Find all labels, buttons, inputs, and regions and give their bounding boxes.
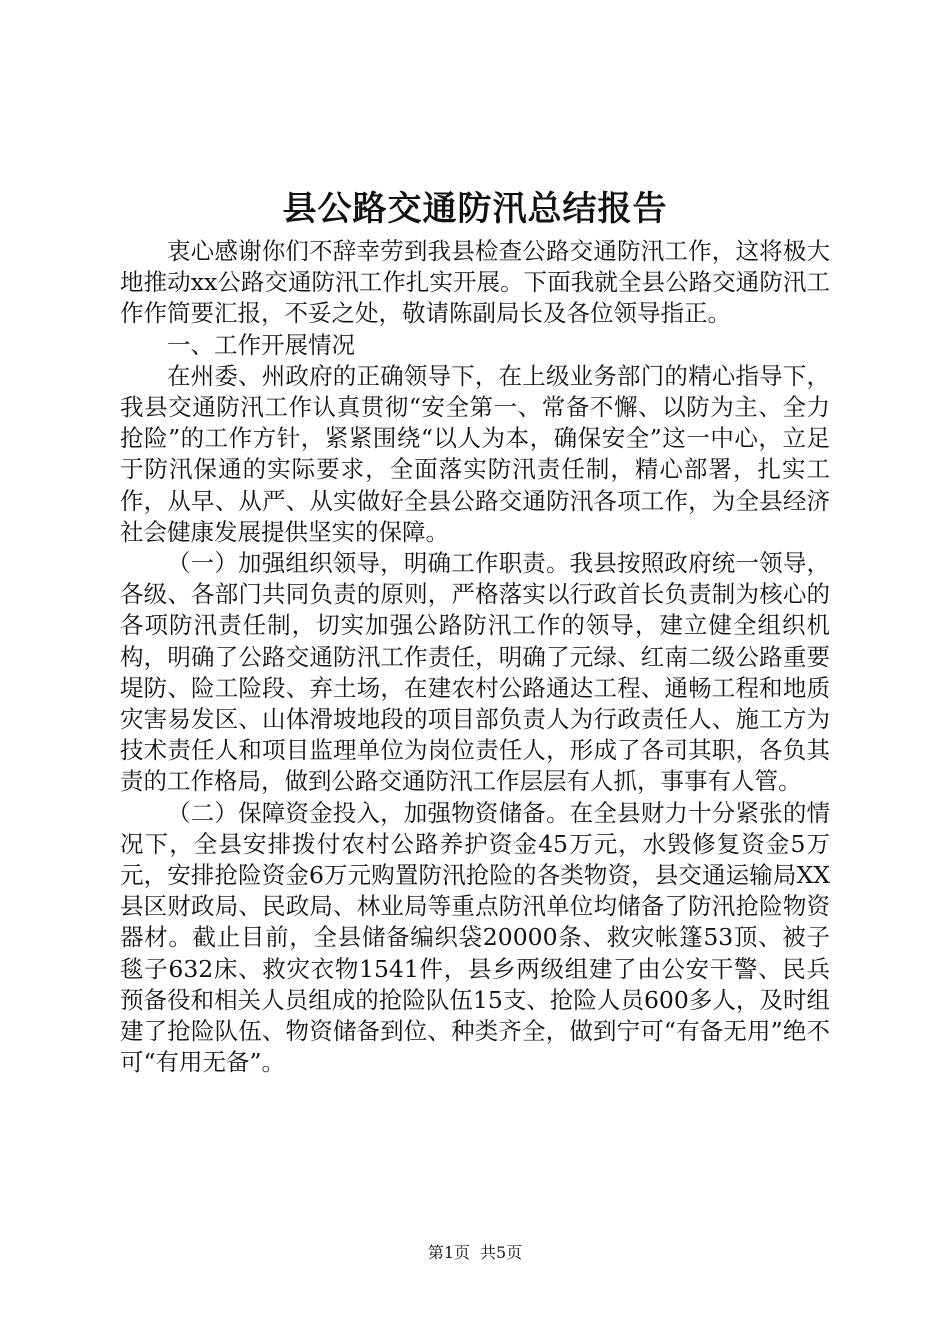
- total-pages: 共5页: [480, 1243, 523, 1262]
- page-number: 第1页: [427, 1243, 470, 1262]
- page-footer: [0, 1241, 950, 1265]
- overview-paragraph: 在州委、州政府的正确领导下，在上级业务部门的精心指导下，我县交通防汛工作认真贯彻“安全第一、常备不懈、以防为主、全力抢险”的工作方针，紧紧围绕“以人为本，确保安全”这一中心，立足于防汛保通的实际要求，全面落实防汛责任制，精心部署，扎实工作，从早、从严、从实做好全县公路交通防汛各项工作，为全县经济社会健康发展提供坚实的保障。: [120, 361, 830, 546]
- intro-paragraph: 衷心感谢你们不辞幸劳到我县检查公路交通防汛工作，这将极大地推动xx公路交通防汛工作扎实开展。下面我就全县公路交通防汛工作作简要汇报，不妥之处，敬请陈副局长及各位领导指正。: [120, 237, 830, 328]
- document-body: [120, 236, 830, 1078]
- document-title: 县公路交通防汛总结报告: [282, 189, 668, 229]
- organization-paragraph: （一）加强组织领导，明确工作职责。我县按照政府统一领导，各级、各部门共同负责的原则，严格落实以行政首长负责制为核心的各项防汛责任制，切实加强公路防汛工作的领导，建立健全组织机构，明确了公路交通防汛工作责任，明确了元绿、红南二级公路重要堤防、险工险段、弃土场，在建农村公路通达工程、通畅工程和地质灾害易发区、山体滑坡地段的项目部负责人为行政责任人、施工方为技术责任人和项目监理单位为岗位责任人，形成了各司其职，各负其责的工作格局，做到公路交通防汛工作层层有人抓，事事有人管。: [120, 549, 830, 796]
- section-heading: 一、工作开展情况: [167, 330, 355, 359]
- funding-paragraph: （二）保障资金投入，加强物资储备。在全县财力十分紧张的情况下，全县安排拨付农村公路养护资金45万元，水毁修复资金5万元，安排抢险资金6万元购置防汛抢险的各类物资，县交通运输局XX县区财政局、民政局、林业局等重点防汛单位均储备了防汛抢险物资器材。截止目前，全县储备编织袋20000条、救灾帐篷53顶、被子毯子632床、救灾衣物1541件，县乡两级组建了由公安干警、民兵预备役和相关人员组成的抢险队伍15支、抢险人员600多人，及时组建了抢险队伍、物资储备到位、种类齐全，做到宁可“有备无用”绝不可“有用无备”。: [120, 798, 830, 1077]
